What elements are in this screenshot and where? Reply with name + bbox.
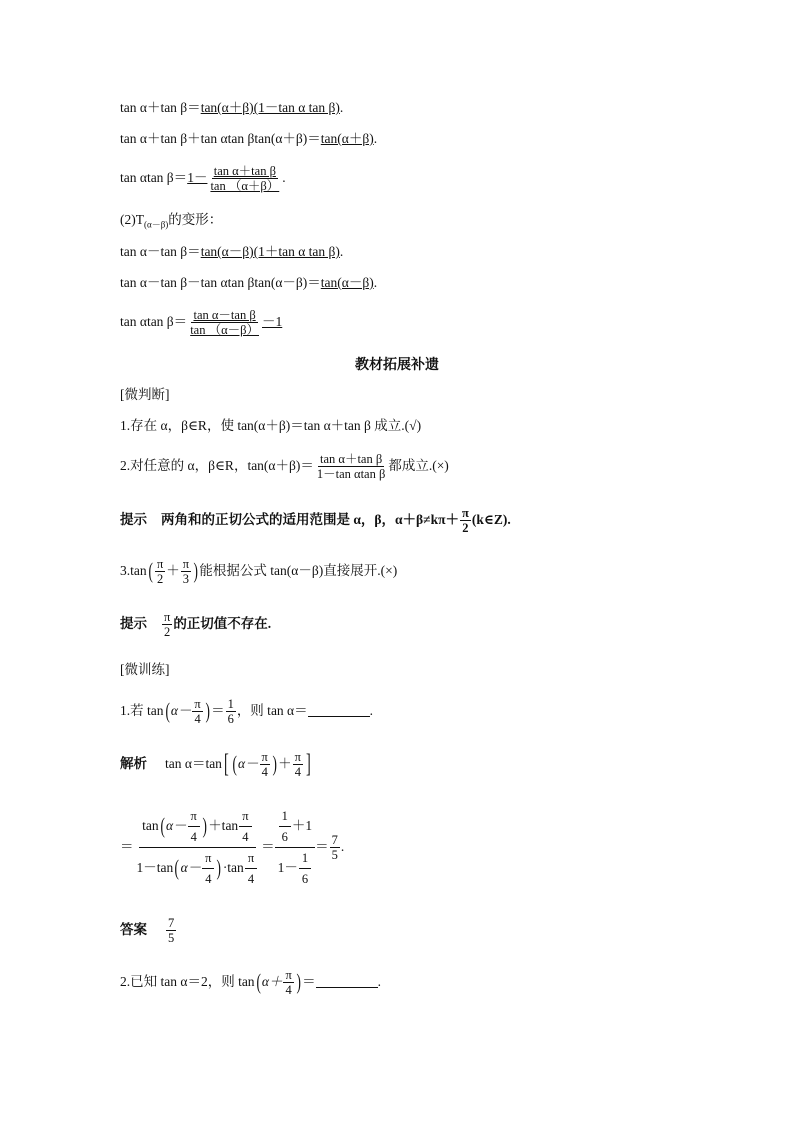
- alpha-plus: α＋: [261, 974, 283, 989]
- numerator: π: [156, 556, 164, 571]
- numerator: tan α＋tan β: [213, 163, 276, 178]
- numerator: π: [182, 556, 190, 571]
- formula-line-5: [120, 274, 377, 292]
- big-denominator: [134, 848, 262, 886]
- fraction: [181, 557, 191, 586]
- denominator: 2: [462, 520, 469, 535]
- fraction: [299, 851, 311, 886]
- right-paren: ): [296, 969, 301, 994]
- fraction: [315, 452, 387, 481]
- tan: tan: [142, 818, 159, 833]
- equals: ＝: [315, 839, 329, 854]
- fraction: [245, 851, 257, 886]
- hint-label: 提示: [120, 616, 147, 631]
- numerator: π: [164, 609, 171, 624]
- numerator: π: [294, 749, 301, 764]
- formula-rhs: tan(α＋β): [320, 131, 374, 146]
- right-paren: ): [216, 855, 222, 880]
- q3-suffix: 能根据公式 tan(α－β)直接展开.(×): [199, 563, 398, 578]
- numerator: π: [261, 749, 268, 764]
- formula-line-2: [120, 130, 377, 148]
- judge-q1: 1.存在 α，β∈R，使 tan(α＋β)＝tan α＋tan β 成立.(√): [120, 418, 422, 433]
- period: .: [340, 839, 345, 854]
- alpha-minus: α－: [165, 818, 187, 833]
- solution-lhs: tan α＝tan: [165, 756, 222, 771]
- fraction: [192, 697, 202, 726]
- fraction: [226, 697, 236, 726]
- fraction: [260, 750, 270, 779]
- one-minus-tan: 1－tan: [136, 860, 174, 875]
- denominator: 3: [182, 571, 190, 586]
- train-title: [微训练]: [120, 662, 170, 677]
- left-paren: (: [256, 969, 261, 994]
- plus-one: ＋1: [291, 818, 313, 833]
- hint-text: 两角和的正切公式的适用范围是 α，β，α＋β≠kπ＋: [161, 512, 459, 527]
- denominator: 4: [261, 764, 268, 779]
- one-minus: 1－: [277, 860, 298, 875]
- denominator: 4: [242, 829, 249, 844]
- formula-lhs: tan α＋tan β＝: [120, 100, 201, 115]
- q2-prefix: 2.已知 tan α＝2，则 tan: [120, 974, 255, 989]
- hint-label: 提示: [120, 512, 147, 527]
- q3-prefix: 3.tan: [120, 563, 147, 578]
- denominator: tan （α－β）: [190, 322, 259, 337]
- period: .: [282, 170, 286, 185]
- equals: ＝: [120, 839, 134, 854]
- denominator: 1－tan αtan β: [316, 466, 386, 481]
- formula-line-1: [120, 99, 343, 117]
- q1-tail: ，则 tan α＝: [236, 703, 308, 718]
- denominator: tan （α＋β）: [210, 178, 280, 193]
- denominator: 4: [190, 829, 197, 844]
- section-subscript: (α－β): [144, 219, 169, 230]
- alpha-minus: α－: [170, 703, 192, 718]
- formula-line-3: [120, 158, 286, 198]
- right-paren: ): [272, 751, 277, 776]
- denominator: 4: [294, 764, 301, 779]
- alpha-minus: α－: [180, 860, 202, 875]
- rhs-tail: －1: [262, 314, 283, 329]
- fraction: [283, 968, 293, 997]
- plus-tan: ＋tan: [208, 818, 239, 833]
- fraction: [279, 809, 291, 844]
- numerator: tan α－tan β: [193, 307, 256, 322]
- train-q2: [120, 962, 381, 1002]
- rhs-prefix: 1－: [187, 170, 208, 185]
- denominator: 6: [227, 711, 234, 726]
- alpha-minus: α－: [237, 756, 259, 771]
- judge-q2: [120, 446, 449, 486]
- numerator: π: [245, 851, 257, 869]
- big-numerator: [275, 809, 316, 848]
- fraction: [330, 833, 340, 862]
- right-paren: ): [205, 698, 210, 723]
- answer-line: [120, 910, 177, 950]
- left-paren: (: [174, 855, 180, 880]
- big-fraction: [275, 809, 316, 886]
- hint-2: [120, 604, 271, 644]
- numerator: 1: [299, 851, 311, 869]
- numerator: π: [285, 967, 292, 982]
- hint-tail: (k∈Z).: [471, 512, 511, 527]
- equals: ＝: [261, 839, 275, 854]
- fraction: [188, 809, 200, 844]
- formula-rhs: tan(α＋β)(1－tan α tan β): [200, 100, 340, 115]
- q2-suffix: 都成立.(×): [388, 458, 449, 473]
- denominator: 4: [285, 982, 292, 997]
- denominator: 5: [331, 847, 338, 862]
- numerator: π: [239, 809, 251, 827]
- formula-rhs: [187, 164, 282, 193]
- judge-q3: [120, 551, 397, 591]
- formula-lhs: tan αtan β＝: [120, 314, 188, 329]
- judge-title: [微判断]: [120, 387, 170, 402]
- period: .: [369, 703, 374, 718]
- formula-line-6: [120, 302, 282, 342]
- formula-rhs: [187, 308, 282, 337]
- solution-label: 解析: [120, 756, 147, 771]
- denominator: 6: [281, 829, 288, 844]
- fraction: [460, 506, 471, 535]
- numerator: 7: [331, 832, 338, 847]
- numerator: 1: [279, 809, 291, 827]
- formula-rhs: tan(α－β)(1＋tan α tan β): [200, 244, 340, 259]
- answer-blank[interactable]: [308, 706, 370, 717]
- formula-rhs: tan(α－β): [320, 275, 374, 290]
- solution-line-1: [120, 744, 313, 784]
- formula-lhs: tan α－tan β－tan αtan βtan(α－β)＝: [120, 275, 321, 290]
- equals: ＝: [302, 974, 316, 989]
- left-paren: (: [148, 558, 153, 583]
- right-paren: ): [193, 558, 198, 583]
- denominator: 5: [168, 930, 175, 945]
- section-label: (2)T: [120, 212, 144, 227]
- answer-label: 答案: [120, 922, 147, 937]
- numerator: 1: [227, 696, 234, 711]
- right-bracket: ]: [305, 749, 311, 778]
- denominator: 2: [156, 571, 164, 586]
- denominator: 4: [194, 711, 201, 726]
- formula-line-4: [120, 243, 343, 261]
- left-paren: (: [160, 813, 165, 838]
- numerator: π: [202, 851, 214, 869]
- plus-sign: ＋: [166, 563, 180, 578]
- fraction: [188, 308, 261, 337]
- solution-line-2: [120, 801, 344, 893]
- dot-tan: ·tan: [222, 860, 244, 875]
- q1-prefix: 1.若 tan: [120, 703, 164, 718]
- left-bracket: [: [223, 749, 229, 778]
- numerator: π: [194, 696, 201, 711]
- formula-lhs: tan αtan β＝: [120, 170, 188, 185]
- numerator: 7: [168, 915, 175, 930]
- section-tail: 的变形：: [168, 212, 223, 227]
- formula-lhs: tan α－tan β＝: [120, 244, 201, 259]
- big-denominator: [275, 848, 316, 886]
- period: .: [377, 974, 381, 989]
- right-paren: ): [202, 813, 207, 838]
- fraction: [239, 809, 251, 844]
- big-fraction: [134, 809, 262, 886]
- section-heading: 教材拓展补遗: [355, 357, 439, 373]
- denominator: 4: [205, 871, 212, 886]
- hint-1: [120, 500, 511, 540]
- fraction: [166, 916, 176, 945]
- formula-lhs: tan α＋tan β＋tan αtan βtan(α＋β)＝: [120, 131, 321, 146]
- fraction: [155, 557, 165, 586]
- fraction: [162, 610, 172, 639]
- denominator: 6: [301, 871, 309, 886]
- train-q1: [120, 691, 373, 731]
- fraction: [208, 164, 281, 193]
- big-numerator: [139, 809, 255, 848]
- left-paren: (: [164, 698, 170, 723]
- left-paren: (: [232, 751, 237, 776]
- hint-tail: 的正切值不存在.: [173, 616, 272, 631]
- denominator: 4: [247, 871, 255, 886]
- period: .: [373, 131, 378, 146]
- period: .: [373, 275, 378, 290]
- numerator: π: [188, 809, 200, 827]
- numerator: tan α＋tan β: [320, 451, 383, 466]
- period: .: [339, 244, 344, 259]
- plus-sign: ＋: [278, 756, 292, 771]
- section-2-title: [120, 211, 222, 234]
- q2-prefix: 2.对任意的 α，β∈R，tan(α＋β)＝: [120, 458, 314, 473]
- fraction: [202, 851, 214, 886]
- fraction: [293, 750, 303, 779]
- period: .: [339, 100, 344, 115]
- answer-blank[interactable]: [316, 977, 378, 988]
- numerator: π: [461, 505, 469, 520]
- denominator: 2: [164, 624, 171, 639]
- equals: ＝: [211, 703, 225, 718]
